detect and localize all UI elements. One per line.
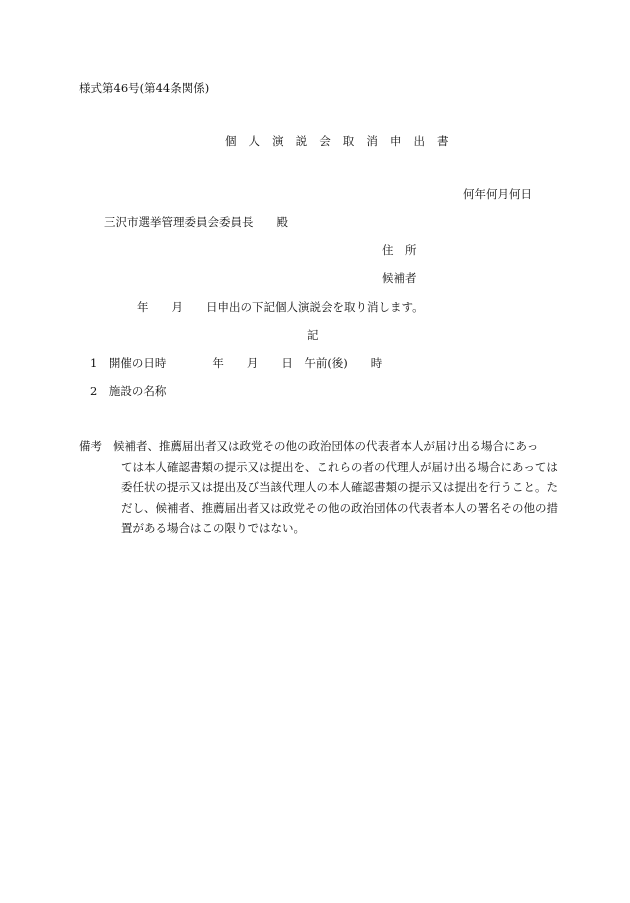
- remarks-line: ては本人確認書類の提示又は提出を、これらの者の代理人が届け出る場合にあっては: [121, 459, 558, 474]
- remarks-line: 委任状の提示又は提出及び当該代理人の本人確認書類の提示又は提出を行うこと。た: [121, 480, 558, 494]
- address-label: 住 所: [382, 243, 417, 257]
- remarks: [79, 436, 558, 539]
- body-text: 年 月 日申出の下記個人演説会を取り消します。: [137, 300, 424, 314]
- remarks-body: [113, 436, 558, 539]
- remarks-line: だし、候補者、推薦届出者又は政党その他の政治団体の代表者本人の署名その他の措: [121, 500, 558, 515]
- date-line: 何年何月何日: [463, 187, 532, 201]
- item-datetime: 1 開催の日時 年 月 日 午前(後) 時: [90, 356, 383, 370]
- candidate-label: 候補者: [382, 271, 417, 285]
- form-number: 様式第46号(第44条関係): [79, 81, 210, 95]
- remarks-label: 備考: [79, 439, 102, 453]
- document-title: 個 人 演 説 会 取 消 申 出 書: [225, 134, 453, 148]
- remarks-line: 置がある場合はこの限りではない。: [121, 521, 305, 535]
- item-venue: 2 施設の名称: [90, 384, 167, 398]
- addressee: 三沢市選挙管理委員会委員長 殿: [104, 215, 288, 229]
- ki-heading: 記: [307, 328, 319, 342]
- remarks-line: 候補者、推薦届出者又は政党その他の政治団体の代表者本人が届け出る場合にあっ: [113, 439, 539, 453]
